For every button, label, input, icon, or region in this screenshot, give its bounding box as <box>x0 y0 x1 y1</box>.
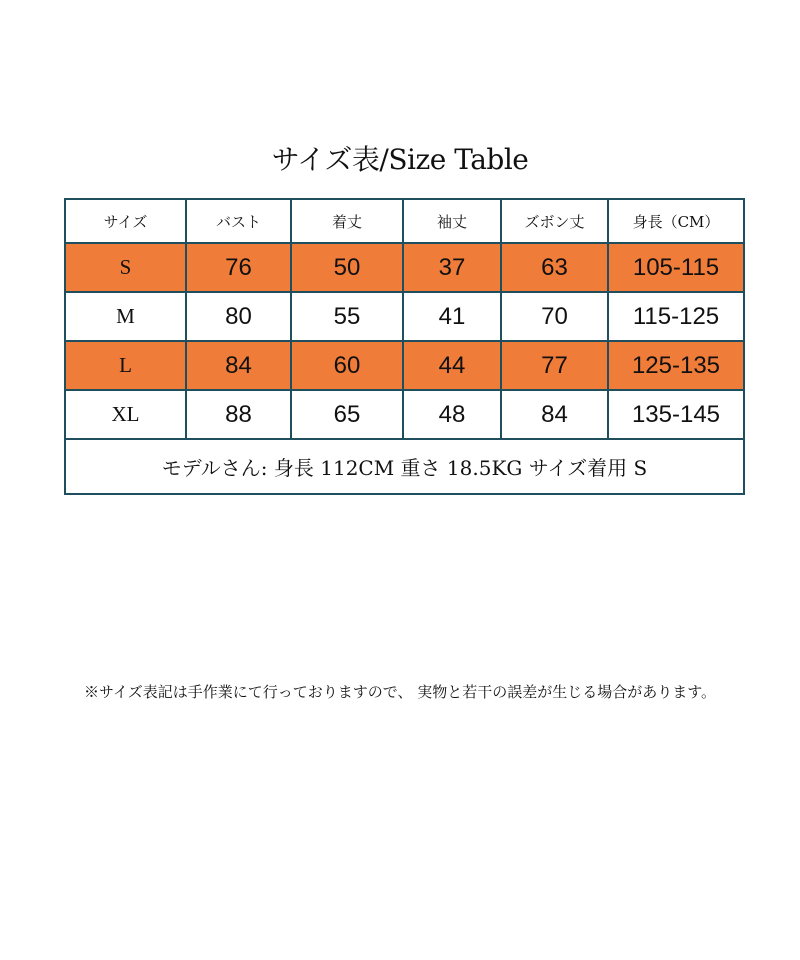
size-cell: S <box>65 243 186 292</box>
header-size: サイズ <box>65 199 186 243</box>
bust-cell: 76 <box>186 243 291 292</box>
pants-cell: 70 <box>501 292 608 341</box>
height-cell: 105-115 <box>608 243 744 292</box>
length-cell: 55 <box>291 292 403 341</box>
bust-cell: 84 <box>186 341 291 390</box>
height-cell: 115-125 <box>608 292 744 341</box>
height-cell: 135-145 <box>608 390 744 439</box>
sleeve-cell: 44 <box>403 341 501 390</box>
pants-cell: 84 <box>501 390 608 439</box>
length-cell: 60 <box>291 341 403 390</box>
sleeve-cell: 41 <box>403 292 501 341</box>
size-table <box>64 198 745 495</box>
model-note: モデルさん: 身長 112CM 重さ 18.5KG サイズ着用 S <box>65 439 744 494</box>
height-cell: 125-135 <box>608 341 744 390</box>
size-cell: M <box>65 292 186 341</box>
size-cell: L <box>65 341 186 390</box>
page-title: サイズ表/Size Table <box>271 143 529 176</box>
header-sleeve: 袖丈 <box>403 199 501 243</box>
header-length: 着丈 <box>291 199 403 243</box>
pants-cell: 77 <box>501 341 608 390</box>
pants-cell: 63 <box>501 243 608 292</box>
footnote: ※サイズ表記は手作業にて行っておりますので、 実物と若干の誤差が生じる場合があります。 <box>83 683 717 701</box>
table-row <box>65 390 744 439</box>
header-height: 身長（CM） <box>608 199 744 243</box>
header-pants: ズボン丈 <box>501 199 608 243</box>
size-cell: XL <box>65 390 186 439</box>
table-row <box>65 243 744 292</box>
bust-cell: 88 <box>186 390 291 439</box>
length-cell: 50 <box>291 243 403 292</box>
sleeve-cell: 37 <box>403 243 501 292</box>
bust-cell: 80 <box>186 292 291 341</box>
table-row <box>65 341 744 390</box>
table-header-row <box>65 199 744 243</box>
header-bust: バスト <box>186 199 291 243</box>
sleeve-cell: 48 <box>403 390 501 439</box>
table-row <box>65 292 744 341</box>
length-cell: 65 <box>291 390 403 439</box>
model-note-row <box>65 439 744 494</box>
